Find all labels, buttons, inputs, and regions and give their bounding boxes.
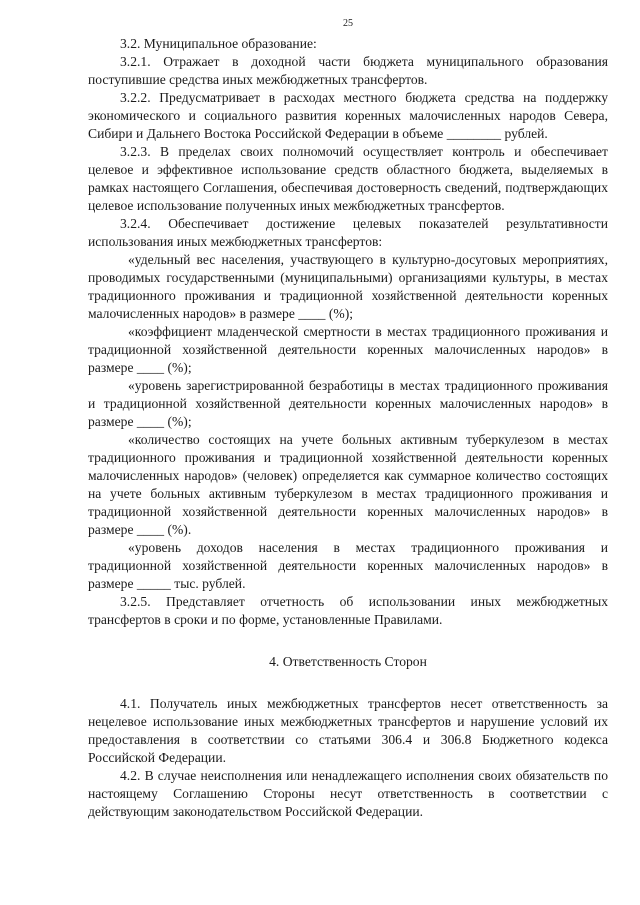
section-4-heading: 4. Ответственность Сторон — [269, 654, 427, 669]
clause-4-2: 4.2. В случае неисполнения или ненадлежащего исполнения своих обязательств по настоящему Соглашению Стороны несут ответственность в соответствии с действующим законодательством Российской Федерации. — [88, 768, 608, 819]
document-page — [88, 18, 608, 821]
clause-3-2-2: 3.2.2. Предусматривает в расходах местного бюджета средства на поддержку экономического и социального развития коренных малочисленных народов Севера, Сибири и Дальнего Востока Российской Федерации в объеме ________ рублей. — [88, 90, 608, 141]
clause-4-1: 4.1. Получатель иных межбюджетных трансфертов несет ответственность за нецелевое использование иных межбюджетных трансфертов и нарушение условий их предоставления в соответствии со статьями 306.4 и 306.8 Бюджетного кодекса Российской Федерации. — [88, 696, 608, 765]
section-3-2-title: 3.2. Муниципальное образование: — [120, 36, 317, 51]
clause-3-2-5: 3.2.5. Представляет отчетность об использовании иных межбюджетных трансфертов в сроки и по форме, установленные Правилами. — [88, 594, 608, 627]
clause-3-2-3: 3.2.3. В пределах своих полномочий осуществляет контроль и обеспечивает целевое и эффективное использование средств областного бюджета, выделяемых в рамках настоящего Соглашения, обеспечивая достоверность сведений, подтверждающих целевое использование полученных иных межбюджетных трансфертов. — [88, 144, 608, 213]
indicator-culture: «удельный вес населения, участвующего в культурно-досуговых мероприятиях, проводимых государственными (муниципальными) организациями культуры, в местах традиционного проживания и традиционной хозяйственной деятельности коренных малочисленных народов» в размере ____ (%); — [88, 252, 608, 321]
indicator-income: «уровень доходов населения в местах традиционного проживания и традиционной хозяйственной деятельности коренных малочисленных народов» в размере _____ тыс. рублей. — [88, 540, 608, 591]
clause-3-2-4: 3.2.4. Обеспечивает достижение целевых показателей результативности использования иных межбюджетных трансфертов: — [88, 216, 608, 249]
indicator-unemployment: «уровень зарегистрированной безработицы в местах традиционного проживания и традиционной хозяйственной деятельности коренных малочисленных народов» в размере ____ (%); — [88, 378, 608, 429]
indicator-infant-mortality: «коэффициент младенческой смертности в местах традиционного проживания и традиционной хозяйственной деятельности коренных малочисленных народов» в размере ____ (%); — [88, 324, 608, 375]
page-number: 25 — [343, 18, 353, 29]
clause-3-2-1: 3.2.1. Отражает в доходной части бюджета муниципального образования поступившие средства иных межбюджетных трансфертов. — [88, 54, 608, 87]
indicator-tuberculosis: «количество состоящих на учете больных активным туберкулезом в местах традиционного проживания и традиционной хозяйственной деятельности коренных малочисленных народов» (человек) определяется как суммарное количество состоящих на учете больных активным туберкулезом в местах традиционного проживания и традиционной хозяйственной деятельности коренных малочисленных народов» в размере ____ (%). — [88, 432, 608, 537]
